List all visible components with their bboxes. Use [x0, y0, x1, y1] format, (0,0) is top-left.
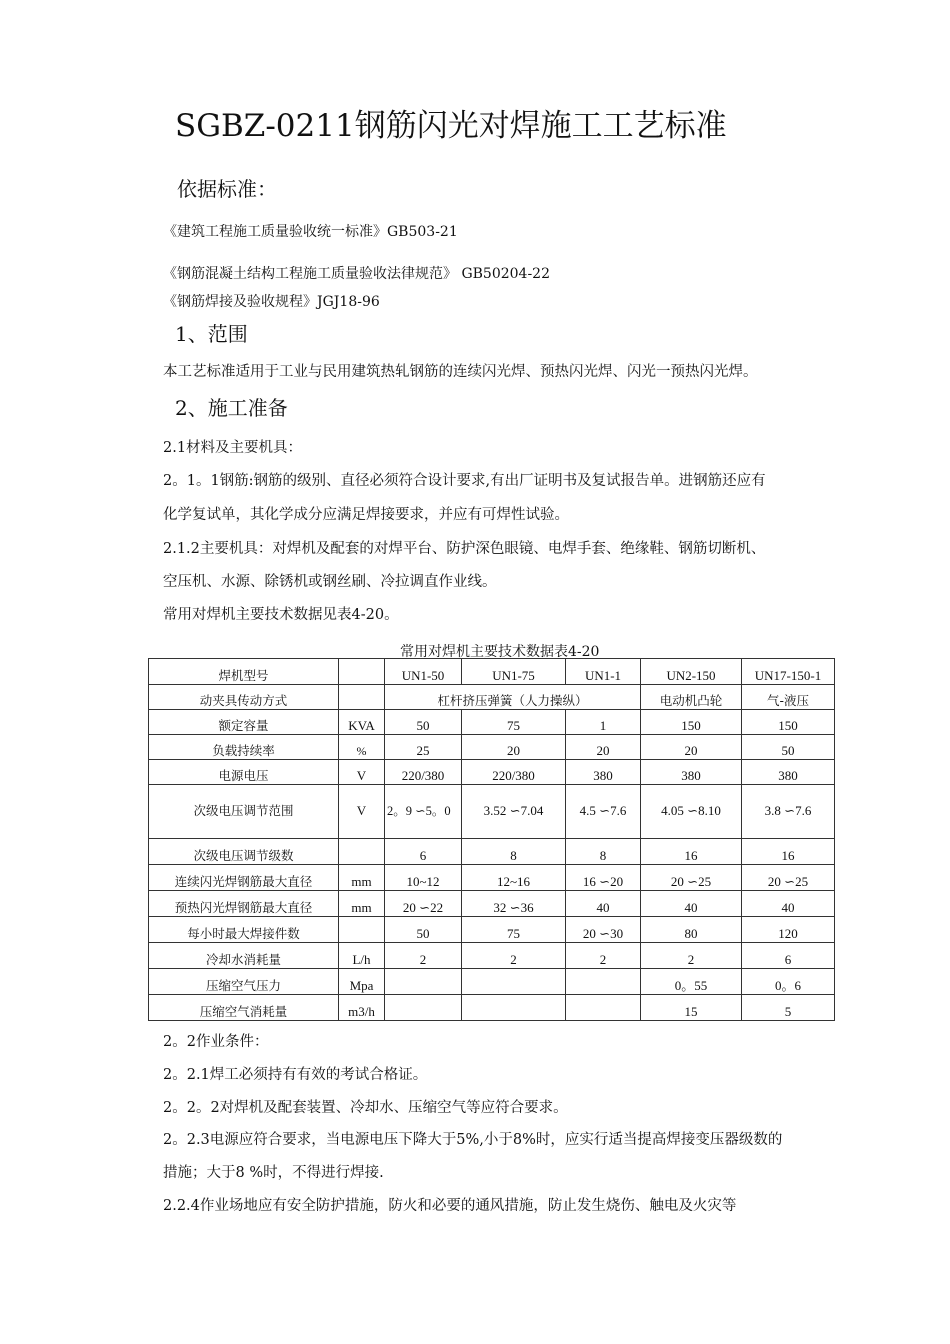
data-cell: 380 — [742, 760, 835, 785]
unit-cell: mm — [339, 891, 385, 917]
data-cell: 120 — [742, 917, 835, 943]
data-cell: 50 — [742, 735, 835, 760]
header-cell: UN1-50 — [385, 659, 462, 685]
header-cell: UN1-75 — [462, 659, 566, 685]
paragraph-line: 2。2。2对焊机及配套装置、冷却水、压缩空气等应符合要求。 — [163, 1100, 568, 1116]
data-cell: 75 — [462, 710, 566, 735]
data-cell: 5 — [742, 995, 835, 1021]
data-cell: 0。6 — [742, 969, 835, 995]
data-cell: 20 ∽25 — [641, 865, 742, 891]
data-cell: 电动机凸轮 — [641, 685, 742, 710]
data-cell: 6 — [385, 839, 462, 865]
row-label: 次级电压调节级数 — [149, 839, 339, 865]
data-cell: 16 — [641, 839, 742, 865]
data-cell: 25 — [385, 735, 462, 760]
row-label: 次级电压调节范围 — [149, 785, 339, 839]
paragraph-line: 常用对焊机主要技术数据见表4-20。 — [163, 607, 399, 623]
data-cell: 32 ∽36 — [462, 891, 566, 917]
data-cell: 杠杆挤压弹簧（人力操纵） — [385, 685, 641, 710]
data-cell: 220/380 — [462, 760, 566, 785]
document-title: SGBZ-0211钢筋闪光对焊施工工艺标准 — [175, 108, 727, 144]
paragraph-line: 2.2.4作业场地应有安全防护措施，防火和必要的通风措施，防止发生烧伤、触电及火灾等 — [163, 1198, 737, 1214]
data-cell: 8 — [462, 839, 566, 865]
reference-item: 《钢筋焊接及验收规程》JGJ18-96 — [163, 294, 380, 310]
section-heading-preparation: 2、施工准备 — [175, 396, 288, 420]
unit-cell: V — [339, 785, 385, 839]
data-cell: 2 — [641, 943, 742, 969]
data-cell: 50 — [385, 710, 462, 735]
basis-heading: 依据标准： — [177, 177, 277, 201]
unit-cell: V — [339, 760, 385, 785]
data-cell: 4.5 ∽7.6 — [566, 785, 641, 839]
data-cell — [385, 995, 462, 1021]
unit-cell: Mpa — [339, 969, 385, 995]
table-header-row — [149, 659, 835, 685]
row-label: 动夹具传动方式 — [149, 685, 339, 710]
data-cell: 40 — [641, 891, 742, 917]
row-label: 额定容量 — [149, 710, 339, 735]
header-cell: UN2-150 — [641, 659, 742, 685]
unit-cell — [339, 917, 385, 943]
data-cell: 3.52 ∽7.04 — [462, 785, 566, 839]
data-cell: 20 ∽25 — [742, 865, 835, 891]
paragraph-line: 2.1材料及主要机具： — [163, 440, 303, 456]
data-cell — [462, 969, 566, 995]
data-cell: 380 — [641, 760, 742, 785]
data-cell: 150 — [742, 710, 835, 735]
data-cell: 0。55 — [641, 969, 742, 995]
data-cell: 10~12 — [385, 865, 462, 891]
data-cell: 50 — [385, 917, 462, 943]
unit-cell: % — [339, 735, 385, 760]
data-cell: 40 — [742, 891, 835, 917]
data-cell: 16 — [742, 839, 835, 865]
table-row — [149, 760, 835, 785]
table-row — [149, 710, 835, 735]
table-row — [149, 943, 835, 969]
row-label: 压缩空气消耗量 — [149, 995, 339, 1021]
header-cell: UN17-150-1 — [742, 659, 835, 685]
section-heading-scope: 1、范围 — [175, 322, 248, 346]
row-label: 预热闪光焊钢筋最大直径 — [149, 891, 339, 917]
data-cell: 20 — [566, 735, 641, 760]
data-cell — [566, 969, 641, 995]
header-cell — [339, 659, 385, 685]
data-cell: 20 ∽22 — [385, 891, 462, 917]
unit-cell: L/h — [339, 943, 385, 969]
data-cell: 2。9 ∽5。0 — [385, 785, 462, 839]
scope-paragraph: 本工艺标准适用于工业与民用建筑热轧钢筋的连续闪光焊、预热闪光焊、闪光一预热闪光焊。 — [163, 364, 758, 380]
header-cell: UN1-1 — [566, 659, 641, 685]
data-cell: 气-液压 — [742, 685, 835, 710]
unit-cell: mm — [339, 865, 385, 891]
table-row — [149, 995, 835, 1021]
paragraph-line: 2。2.1焊工必须持有有效的考试合格证。 — [163, 1067, 428, 1083]
data-cell — [385, 969, 462, 995]
paragraph-line: 2.1.2主要机具：对焊机及配套的对焊平台、防护深色眼镜、电焊手套、绝缘鞋、钢筋切断机、 — [163, 541, 766, 557]
reference-item: 《钢筋混凝土结构工程施工质量验收法律规范》 GB50204-22 — [163, 266, 551, 282]
paragraph-line: 空压机、水源、除锈机或钢丝刷、冷拉调直作业线。 — [163, 574, 497, 590]
data-cell: 380 — [566, 760, 641, 785]
data-cell — [566, 995, 641, 1021]
welder-spec-table — [148, 658, 835, 1021]
data-cell: 6 — [742, 943, 835, 969]
data-cell: 2 — [462, 943, 566, 969]
data-cell: 75 — [462, 917, 566, 943]
table-row — [149, 735, 835, 760]
data-cell: 40 — [566, 891, 641, 917]
data-cell: 20 ∽30 — [566, 917, 641, 943]
row-label: 每小时最大焊接件数 — [149, 917, 339, 943]
paragraph-line: 2。2作业条件： — [163, 1034, 269, 1050]
data-cell: 16 ∽20 — [566, 865, 641, 891]
data-cell: 220/380 — [385, 760, 462, 785]
table-caption: 常用对焊机主要技术数据表4-20 — [400, 644, 600, 660]
row-label: 电源电压 — [149, 760, 339, 785]
data-cell: 1 — [566, 710, 641, 735]
data-cell: 4.05 ∽8.10 — [641, 785, 742, 839]
paragraph-line: 2。1。1钢筋:钢筋的级别、直径必须符合设计要求,有出厂证明书及复试报告单。进钢筋还应有 — [163, 473, 766, 489]
table-row — [149, 891, 835, 917]
data-cell: 12~16 — [462, 865, 566, 891]
paragraph-line: 化学复试单，其化学成分应满足焊接要求，并应有可焊性试验。 — [163, 507, 569, 523]
data-cell: 20 — [641, 735, 742, 760]
data-cell: 8 — [566, 839, 641, 865]
row-label: 压缩空气压力 — [149, 969, 339, 995]
paragraph-line: 措施；大于8 %时，不得进行焊接. — [163, 1165, 384, 1181]
table-row — [149, 685, 835, 710]
data-cell: 3.8 ∽7.6 — [742, 785, 835, 839]
data-cell — [462, 995, 566, 1021]
unit-cell: KVA — [339, 710, 385, 735]
table-row — [149, 917, 835, 943]
data-cell: 20 — [462, 735, 566, 760]
unit-cell — [339, 685, 385, 710]
row-label: 连续闪光焊钢筋最大直径 — [149, 865, 339, 891]
data-cell: 80 — [641, 917, 742, 943]
reference-item: 《建筑工程施工质量验收统一标准》GB503-21 — [163, 224, 458, 240]
table-row — [149, 969, 835, 995]
header-cell: 焊机型号 — [149, 659, 339, 685]
paragraph-line: 2。2.3电源应符合要求，当电源电压下降大于5%,小于8%时，应实行适当提高焊接变压器级数的 — [163, 1132, 783, 1148]
data-cell: 2 — [385, 943, 462, 969]
row-label: 冷却水消耗量 — [149, 943, 339, 969]
data-cell: 150 — [641, 710, 742, 735]
unit-cell: m3/h — [339, 995, 385, 1021]
data-cell: 15 — [641, 995, 742, 1021]
table-row — [149, 865, 835, 891]
table-row — [149, 785, 835, 839]
data-cell: 2 — [566, 943, 641, 969]
unit-cell — [339, 839, 385, 865]
row-label: 负载持续率 — [149, 735, 339, 760]
table-row — [149, 839, 835, 865]
